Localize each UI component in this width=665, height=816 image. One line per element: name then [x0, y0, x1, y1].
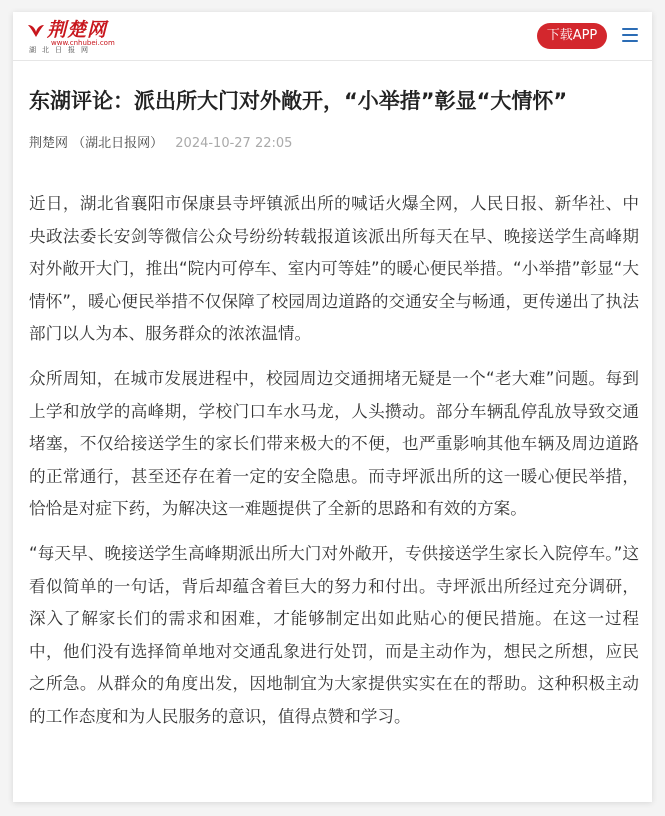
article-paragraph: 近日，湖北省襄阳市保康县寺坪镇派出所的喊话火爆全网，人民日报、新华社、中央政法委长安剑等微信公众号纷纷转载报道该派出所每天在早、晚接送学生高峰期对外敞开大门，推出“院内可停车、室内可等娃”的暖心便民举措。“小举措”彰显“大情怀”，暖心便民举措不仅保障了校园周边道路的交通安全与畅通，更传递出了执法部门以人为本、服务群众的浓浓温情。: [29, 194, 639, 344]
site-logo[interactable]: [27, 18, 117, 54]
article-body: [29, 188, 639, 746]
logo-name: 荆楚网: [47, 19, 108, 41]
article-date: 2024-10-27 22:05: [175, 136, 293, 151]
logo-url: www.cnhubei.com: [51, 39, 115, 47]
logo-bird-icon: [27, 22, 45, 38]
article-meta: [29, 134, 292, 154]
article-card: [13, 12, 652, 802]
logo-subtitle: 湖北日报网: [29, 46, 94, 54]
article-title: 东湖评论：派出所大门对外敞开，“小举措”彰显“大情怀”: [29, 89, 568, 113]
article-source: 荆楚网 （湖北日报网）: [29, 136, 164, 151]
hamburger-menu-icon[interactable]: [622, 26, 638, 44]
article-paragraph: “每天早、晚接送学生高峰期派出所大门对外敞开，专供接送学生家长入院停车。”这看似简单的一句话，背后却蕴含着巨大的努力和付出。寺坪派出所经过充分调研，深入了解家长们的需求和困难，才能够制定出如此贴心的便民措施。在这一过程中，他们没有选择简单地对交通乱象进行处罚，而是主动作为，想民之所想，应民之所急。从群众的角度出发，因地制宜为大家提供实实在在的帮助。这种积极主动的工作态度和为人民服务的意识，值得点赞和学习。: [29, 543, 639, 726]
article-paragraph: 众所周知，在城市发展进程中，校园周边交通拥堵无疑是一个“老大难”问题。每到上学和放学的高峰期，学校门口车水马龙，人头攒动。部分车辆乱停乱放导致交通堵塞，不仅给接送学生的家长们带来极大的不便，也严重影响其他车辆及周边道路的正常通行，甚至还存在着一定的安全隐患。而寺坪派出所的这一暖心便民举措，恰恰是对症下药，为解决这一难题提供了全新的思路和有效的方案。: [29, 368, 639, 519]
download-app-button[interactable]: 下载APP: [537, 23, 607, 49]
top-bar: [13, 12, 652, 61]
